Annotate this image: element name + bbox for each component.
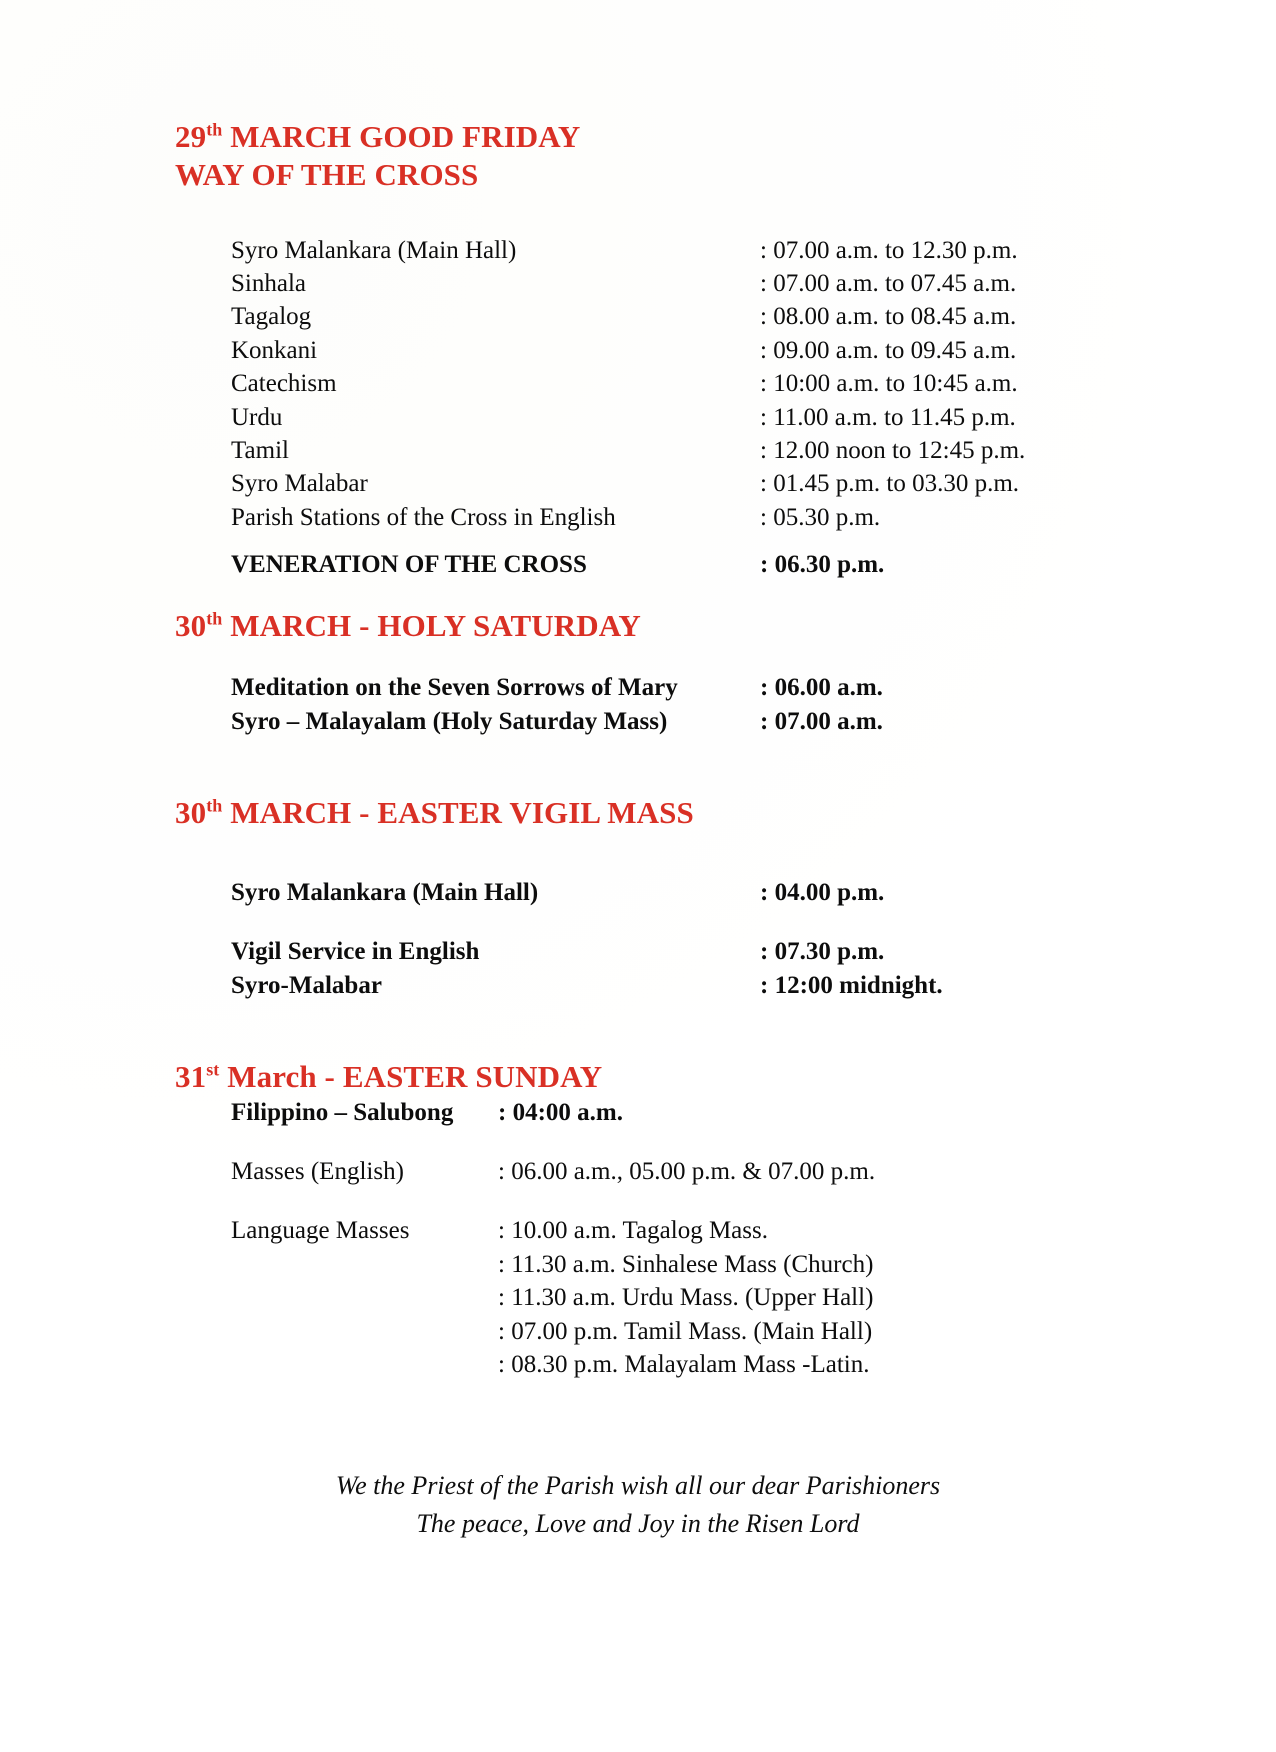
schedule-time: : 12:00 midnight. — [760, 971, 943, 999]
easter-sunday-schedule-list — [231, 1096, 1276, 1248]
schedule-label: Meditation on the Seven Sorrows of Mary — [231, 674, 678, 702]
language-masses-label: Language Masses — [231, 1217, 410, 1245]
schedule-time: : 07.00 a.m. to 12.30 p.m. — [760, 236, 1018, 264]
veneration-label: VENERATION OF THE CROSS — [231, 551, 587, 578]
good-friday-day-ordinal: th — [206, 119, 223, 140]
schedule-row — [231, 401, 1276, 434]
schedule-time: : 06.00 a.m. — [760, 674, 883, 702]
easter-sunday-day-number: 31 — [175, 1058, 207, 1094]
language-masses-row — [231, 1214, 1276, 1247]
schedule-time: : 07.00 a.m. to 07.45 a.m. — [760, 270, 1017, 297]
schedule-label: Catechism — [231, 370, 337, 398]
easter-vigil-heading — [175, 794, 1276, 832]
schedule-label: Syro – Malayalam (Holy Saturday Mass) — [231, 707, 668, 735]
holy-saturday-schedule-list — [231, 671, 1276, 738]
easter-vigil-day-ordinal: th — [206, 795, 223, 816]
schedule-time: : 09.00 a.m. to 09.45 a.m. — [760, 336, 1017, 364]
schedule-row — [231, 876, 1276, 909]
veneration-time: : 06.30 p.m. — [760, 551, 885, 578]
masses-english-time: : 06.00 a.m., 05.00 p.m. & 07.00 p.m. — [498, 1158, 876, 1186]
schedule-row — [231, 671, 1276, 704]
language-mass-item: : 08.30 p.m. Malayalam Mass -Latin. — [498, 1350, 870, 1378]
good-friday-heading-line2: WAY OF THE CROSS — [175, 156, 479, 192]
schedule-label: Vigil Service in English — [231, 938, 480, 966]
closing-message-line2: The peace, Love and Joy in the Risen Lord — [416, 1508, 860, 1538]
closing-message-line1: We the Priest of the Parish wish all our dear Parishioners — [335, 1471, 941, 1501]
schedule-row — [231, 267, 1276, 300]
easter-sunday-heading-rest: March - EASTER SUNDAY — [219, 1058, 603, 1094]
easter-vigil-day-number: 30 — [175, 794, 207, 830]
schedule-label: Syro Malabar — [231, 470, 368, 498]
schedule-time: : 11.00 a.m. to 11.45 p.m. — [760, 403, 1016, 431]
schedule-time: : 08.00 a.m. to 08.45 a.m. — [760, 303, 1017, 331]
schedule-row — [231, 367, 1276, 400]
schedule-label: Sinhala — [231, 270, 306, 297]
schedule-row — [231, 935, 1276, 968]
schedule-label: Urdu — [231, 403, 283, 431]
schedule-label: Tagalog — [231, 303, 312, 331]
holy-saturday-day-number: 30 — [175, 608, 207, 644]
easter-sunday-day-ordinal: st — [206, 1059, 220, 1080]
schedule-row — [231, 467, 1276, 500]
schedule-label: Konkani — [231, 336, 318, 364]
holy-saturday-heading-rest: MARCH - HOLY SATURDAY — [222, 608, 641, 644]
veneration-of-the-cross-row — [231, 548, 1276, 581]
schedule-label: Syro Malankara (Main Hall) — [231, 236, 517, 264]
schedule-label: Syro-Malabar — [231, 971, 382, 999]
language-mass-item: : 11.30 a.m. Urdu Mass. (Upper Hall) — [498, 1284, 874, 1312]
schedule-row — [231, 501, 1276, 534]
good-friday-heading-line1 — [175, 118, 1276, 156]
masses-english-label: Masses (English) — [231, 1158, 404, 1186]
good-friday-heading — [175, 118, 1276, 194]
easter-vigil-schedule-list — [231, 876, 1276, 1002]
closing-message — [0, 1467, 1276, 1542]
schedule-time: : 04.00 p.m. — [760, 878, 885, 906]
language-masses-sublist — [498, 1248, 1276, 1382]
schedule-label: Syro Malankara (Main Hall) — [231, 878, 539, 906]
holy-saturday-heading — [175, 607, 1276, 645]
good-friday-day-number: 29 — [175, 119, 207, 154]
holy-saturday-day-ordinal: th — [206, 609, 223, 630]
schedule-time: : 12.00 noon to 12:45 p.m. — [760, 436, 1026, 464]
schedule-label: Tamil — [231, 436, 289, 464]
language-mass-item: : 11.30 a.m. Sinhalese Mass (Church) — [498, 1250, 874, 1278]
masses-english-row — [231, 1155, 1276, 1188]
easter-vigil-heading-rest: MARCH - EASTER VIGIL MASS — [222, 794, 694, 830]
schedule-time: : 10:00 a.m. to 10:45 a.m. — [760, 370, 1018, 398]
salubong-label: Filippino – Salubong — [231, 1098, 454, 1126]
easter-sunday-heading — [175, 1058, 1276, 1096]
schedule-row — [231, 705, 1276, 738]
schedule-row — [231, 300, 1276, 333]
schedule-row — [231, 234, 1276, 267]
schedule-time: : 05.30 p.m. — [760, 503, 881, 531]
schedule-row — [231, 434, 1276, 467]
schedule-label: Parish Stations of the Cross in English — [231, 503, 616, 531]
schedule-time: : 07.00 a.m. — [760, 707, 883, 735]
schedule-row — [231, 969, 1276, 1002]
schedule-row — [231, 334, 1276, 367]
language-mass-item: : 07.00 p.m. Tamil Mass. (Main Hall) — [498, 1317, 873, 1345]
salubong-time: : 04:00 a.m. — [498, 1098, 623, 1126]
language-mass-item: : 10.00 a.m. Tagalog Mass. — [498, 1217, 768, 1245]
salubong-row — [231, 1096, 1276, 1129]
good-friday-schedule-list — [231, 234, 1276, 582]
good-friday-heading-rest: MARCH GOOD FRIDAY — [222, 119, 581, 154]
schedule-time: : 07.30 p.m. — [760, 938, 885, 966]
schedule-time: : 01.45 p.m. to 03.30 p.m. — [760, 470, 1020, 498]
